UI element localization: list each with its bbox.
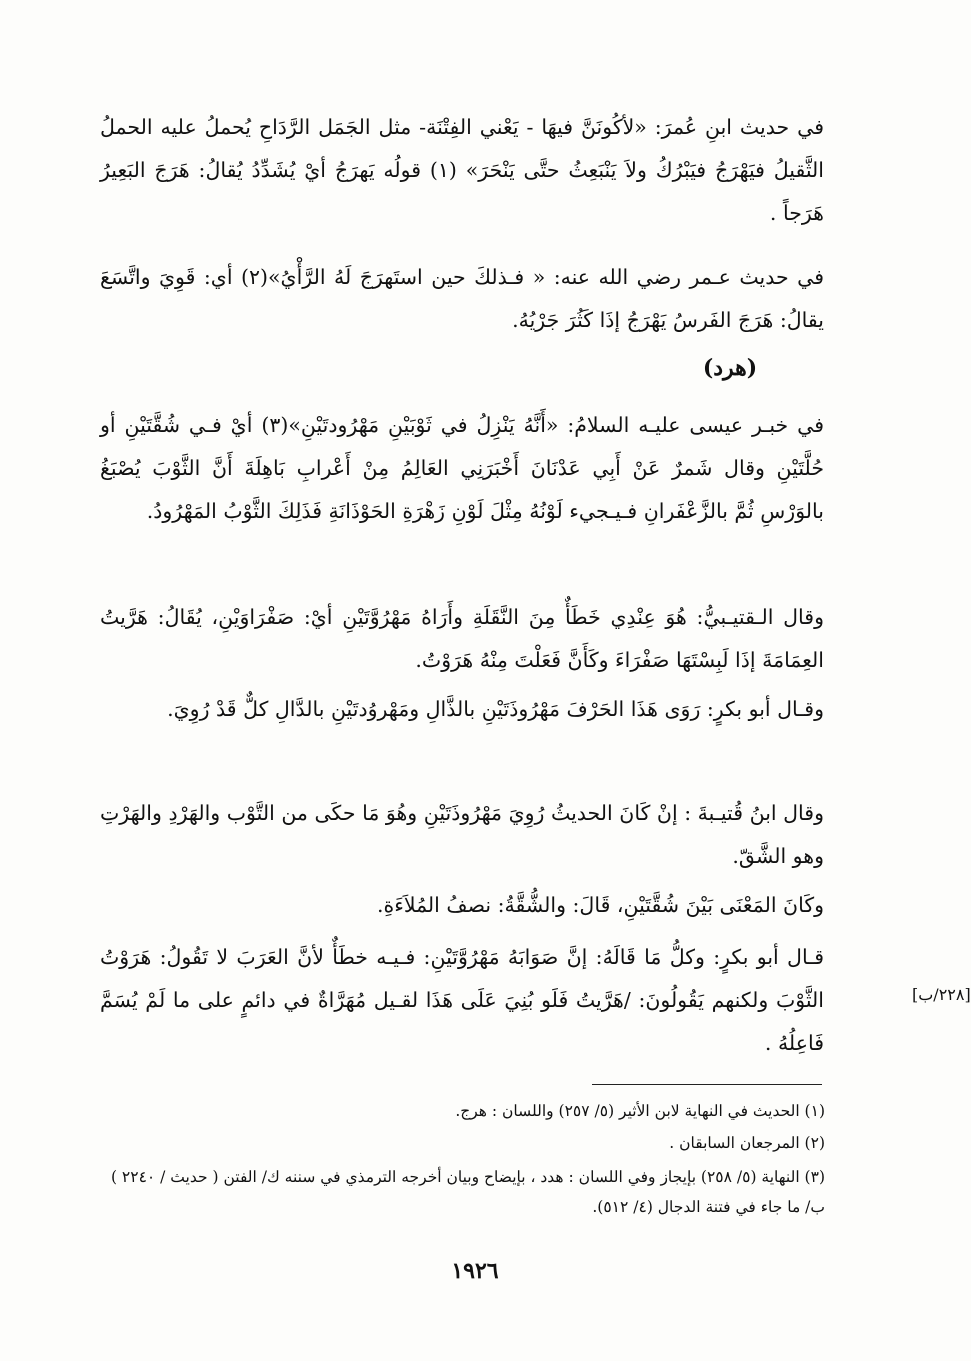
paragraph-qutaybi: وقال الـقتيـبيُّ: هُوَ عِنْدِي خَطَأٌ مِنَ النَّقَلَةِ وأَرَاهُ مَهْرُوَّتَيْنِ أيْ: صَفْرَاوَيْنِ، يُقَالُ: هَرَّيتُ العِمَامَةَ إذَا لَبِسْتَهَا صَفْرَاءَ وكَأَنَّ فَعَلْتَ مِنْهُ هَرَوْتُ. (100, 605, 824, 672)
paragraph-ibn-umar-hadith: في حديث ابنِ عُمرَ: «لأكُونَنَّ فيهَا - يَعْني الفِتْنَة- مثل الجَمَل الرَّدَاحِ يُحملُ عليه الحملُ الثَّقيلُ فيَهْرَجُ فيَبْرُكُ ولاَ يَنْبَعِثُ حتَّى يَنْحَرَ» (١) قولُه يَهرَجُ أيْ يُشَدِّدُ يُقالُ: هَرَجَ البَعِيرُ هَرَجاً . (100, 115, 824, 225)
footnote-2: (٢) المرجعان السابقان . (669, 1134, 825, 1152)
footnote-3: (٣) النهاية (٥/ ٢٥٨) بإيجاز وفي اللسان : هدد ، بإيضاح وبيان أخرجه الترمذي في سننه ك/ الفتن ( حديث / ٢٢٤٠ ) ب/ ما جاء في فتنة الدجال (٤/ ٥١٢). (110, 1168, 825, 1216)
paragraph-abu-bakr-1: وقـال أبو بكرٍ: رَوَى هَذَا الحَرْفَ مَهْرُوذَتَيْنِ بالذَّالِ ومَهْروُدتَيْنِ بالدَّالِ كلٌّ قَدْ رُوِيَ. (167, 697, 824, 721)
section-heading: (هرد) (702, 355, 758, 381)
footnote-divider (592, 1084, 822, 1085)
paragraph-isa-khabar: في خبـر عيسى عليـه السلامُ: «أَنَّهُ يَنْزِلُ في ثَوْبَيْنِ مَهْرُودتَيْنِ»(٣) أيْ فـي شُقَّتَيْنِ أو حُلَّتَيْنِ وقال شَمرٌ عَنْ أَبِي عَدْنَانَ أَخْبَرَنِي العَالِمُ مِنْ أَعْرابِ بَاهِلَةَ أَنَّ الثَّوْبَ يُصْبَغُ بالوَرْسِ ثُمَّ بالزَّعْفَرانِ فـيـجيء لَوْنُهُ مِثْلَ لَوْنِ زَهْرَةِ الحَوْذَانَةِ فَذَلِكَ الثَّوْبُ المَهْرُودُ. (100, 413, 824, 523)
page-number: ١٩٢٦ (451, 1258, 499, 1284)
margin-folio-reference: [٢٢٨/ب] (912, 985, 971, 1004)
paragraph-ibn-qutayba: وقال ابنُ قُتيـبةَ : إنْ كَانَ الحديثُ رُوِيَ مَهْرُوذَتَيْنِ وهُوَ مَا حكَى من التَّوْب والهَرْدِ والهَرْتِ وهو الشَّقّ. (100, 801, 824, 868)
footnote-1: (١) الحديث في النهاية لابن الأثير (٥/ ٢٥٧) واللسان : هرج. (455, 1102, 825, 1120)
paragraph-umar-hadith: في حديث عـمر رضي الله عنه: « فـذلكَ حين استَهرَجَ لَهُ الرَّأْيُ»(٢) أي: قَوِيَ واتَّسَعَ يقالُ: هَرَجَ الفَرسُ يَهْرَجُ إذَا كَثُرَ جَرْيُهُ. (100, 265, 824, 332)
paragraph-meaning: وكَانَ المَعْنَى بَيْنَ شُقَّتَيْنِ، قَالَ: والشُّقَّةُ: نصفُ المُلاَءَةِ. (376, 893, 824, 917)
paragraph-abu-bakr-2: قـال أبو بكرٍ: وكلُّ مَا قَالَهُ: إنَّ صَوَابَهُ مَهْرُوَّتَيْنِ: فـيـه خطَأٌ لأنَّ العَرَبَ لا تَقُولُ: هَرَوْتُ الثَّوْبَ ولكنهم يَقُولُونَ: /هَرَّيتُ فَلَو بُنِيَ عَلَى هَذَا لقـيل مُهَرَّاةٌ في دائمٍ على ما لَمْ يُسَمَّ فَاعِلُهُ . (100, 945, 824, 1055)
